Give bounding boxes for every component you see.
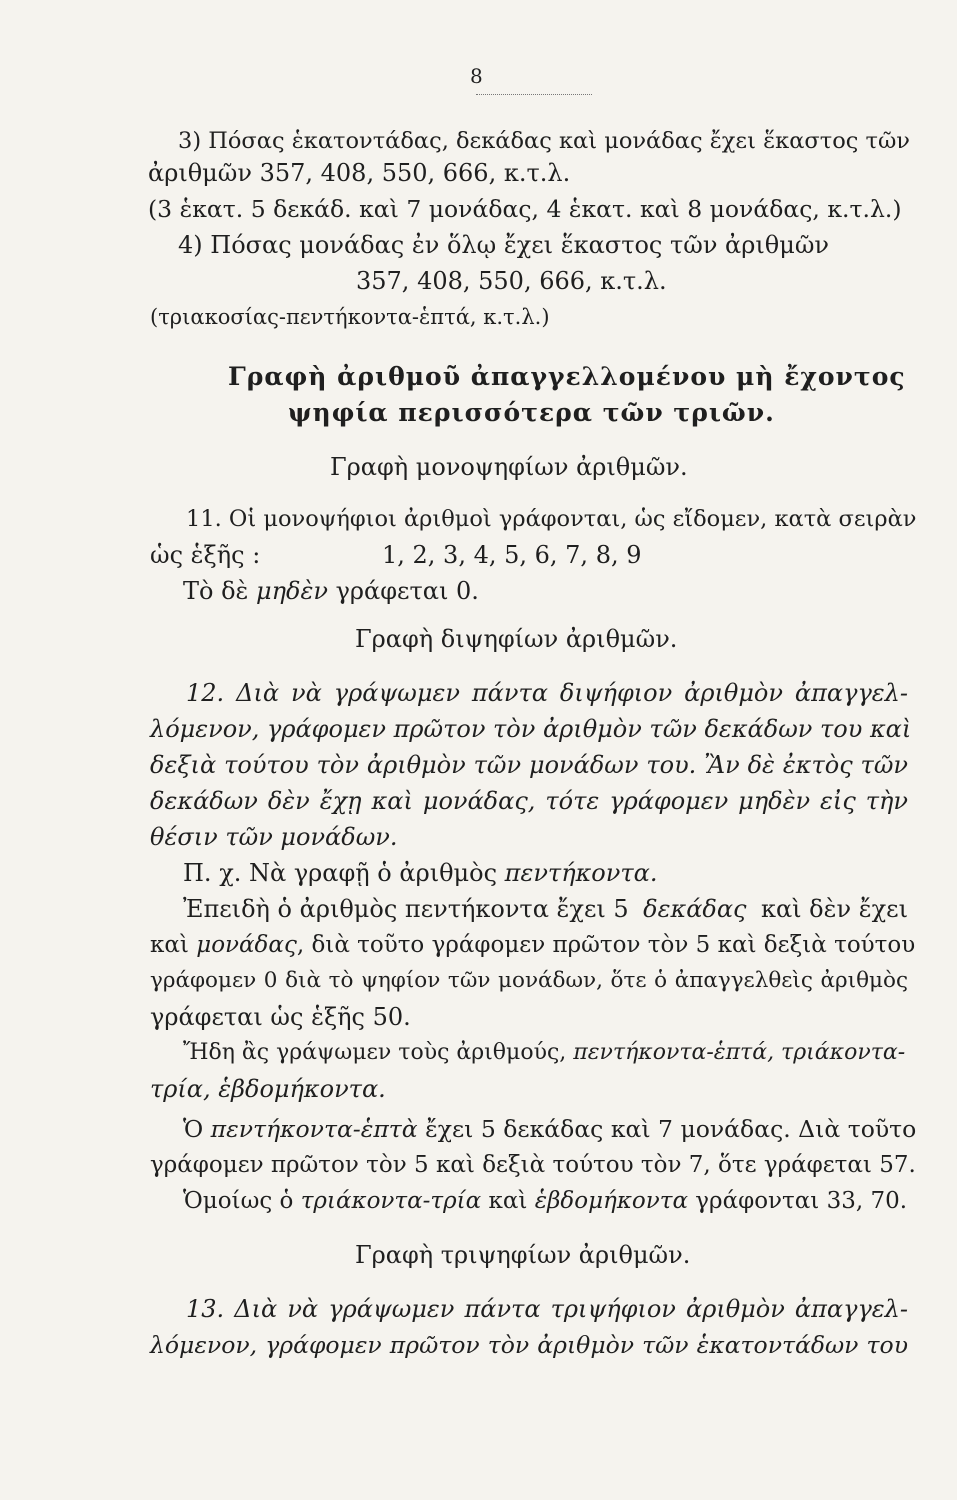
paragraph-13-line-2: λόμενον, γράφομεν πρῶτον τὸν ἀριθμὸν τῶν ἑκατοντάδων του bbox=[150, 1331, 908, 1359]
exercise-3-line-2: ἀριθμῶν 357, 408, 550, 666, κ.τ.λ. bbox=[148, 159, 571, 187]
explanation-1a: Ἐπειδὴ ὁ ἀριθμὸς πεντήκοντα ἔχει 5 bbox=[183, 895, 629, 923]
fifty-seven-line-2: γράφομεν πρῶτον τὸν 5 καὶ δεξιὰ τούτου τὸν 7, ὅτε γράφεται 57. bbox=[150, 1152, 916, 1178]
fifty-seven-word: πεντήκοντα-ἑπτὰ bbox=[210, 1115, 418, 1143]
paragraph-11-line-1: 11. Οἱ μονοψήφιοι ἀριθμοὶ γράφονται, ὡς εἴδομεν, κατὰ σειρὰν bbox=[186, 506, 917, 532]
zero-sentence-end: γράφεται 0. bbox=[327, 577, 479, 605]
zero-word: μηδὲν bbox=[256, 577, 328, 605]
thirty-three-word: τριάκοντα-τρία bbox=[300, 1188, 482, 1214]
paragraph-12-line-1: 12. Διὰ νὰ γράψωμεν πάντα διψήφιον ἀριθμὸν ἀπαγγελ- bbox=[186, 679, 908, 707]
paragraph-11-line-2-label: ὡς ἑξῆς : bbox=[150, 541, 261, 569]
similarly-suffix: γράφονται 33, 70. bbox=[688, 1188, 908, 1214]
similarly-prefix: Ὁμοίως ὁ bbox=[183, 1188, 301, 1214]
further-examples-prefix: Ἤδη ἂς γράψωμεν τοὺς ἀριθμούς, bbox=[183, 1040, 574, 1065]
further-examples-line-1 bbox=[183, 1038, 908, 1068]
explanation-2b: , διὰ τοῦτο γράφομεν πρῶτον τὸν 5 καὶ δεξιὰ τούτου bbox=[296, 932, 916, 958]
example-prefix: Π. χ. Νὰ γραφῇ ὁ ἀριθμὸς bbox=[183, 859, 505, 887]
fifty-seven-line-1 bbox=[183, 1114, 916, 1144]
explanation-line-1 bbox=[183, 894, 908, 924]
exercise-4-line-1: 4) Πόσας μονάδας ἐν ὅλῳ ἔχει ἕκαστος τῶν ἀριθμῶν bbox=[178, 231, 829, 259]
explanation-line-3: γράφομεν 0 διὰ τὸ ψηφίον τῶν μονάδων, ὅτε ὁ ἀπαγγελθεὶς ἀριθμὸς bbox=[150, 968, 908, 993]
paragraph-12-line-2: λόμενον, γράφομεν πρῶτον τὸν ἀριθμὸν τῶν δεκάδων του καὶ bbox=[150, 715, 912, 743]
single-digit-numbers: 1, 2, 3, 4, 5, 6, 7, 8, 9 bbox=[382, 541, 642, 569]
explanation-1b: καὶ δὲν ἔχει bbox=[760, 895, 908, 923]
paragraph-12-line-3: δεξιὰ τούτου τὸν ἀριθμὸν τῶν μονάδων του. Ἂν δὲ ἐκτὸς τῶν bbox=[150, 751, 908, 779]
subheading-three-digit: Γραφὴ τριψηφίων ἀριθμῶν. bbox=[355, 1241, 691, 1269]
section-heading-line-1: Γραφὴ ἀριθμοῦ ἀπαγγελλομένου μὴ ἔχοντος bbox=[228, 362, 906, 391]
fifty-seven-suffix: ἔχει 5 δεκάδας καὶ 7 μονάδας. Διὰ τοῦτο bbox=[417, 1115, 917, 1143]
further-examples-line-2: τρία, ἑβδομήκοντα. bbox=[150, 1075, 386, 1103]
zero-sentence-start: Τὸ δὲ bbox=[183, 577, 257, 605]
explanation-1-tens: δεκάδας bbox=[643, 895, 747, 923]
paragraph-13-line-1: 13. Διὰ νὰ γράψωμεν πάντα τριψήφιον ἀριθμὸν ἀπαγγελ- bbox=[186, 1295, 908, 1323]
explanation-line-2 bbox=[150, 930, 916, 960]
exercise-4-line-2: 357, 408, 550, 666, κ.τ.λ. bbox=[356, 267, 667, 295]
page-number-rule bbox=[476, 94, 592, 95]
similarly-line bbox=[183, 1186, 907, 1216]
explanation-line-4: γράφεται ὡς ἑξῆς 50. bbox=[150, 1003, 411, 1031]
fifty-seven-prefix: Ὁ bbox=[183, 1115, 211, 1143]
paragraph-12-line-4: δεκάδων δὲν ἔχῃ καὶ μονάδας, τότε γράφομεν μηδὲν εἰς τὴν bbox=[150, 787, 908, 815]
further-examples-words: πεντήκοντα-ἑπτά, τριάκοντα- bbox=[573, 1040, 906, 1065]
example-number-word: πεντήκοντα. bbox=[504, 859, 658, 887]
explanation-2a: καὶ bbox=[150, 932, 197, 958]
exercise-4-answer: (τριακοσίας-πεντήκοντα-ἑπτά, κ.τ.λ.) bbox=[150, 305, 550, 329]
exercise-3-line-1: 3) Πόσας ἑκατοντάδας, δεκάδας καὶ μονάδας ἔχει ἕκαστος τῶν bbox=[178, 128, 910, 154]
paragraph-12-line-5: θέσιν τῶν μονάδων. bbox=[150, 823, 398, 851]
section-heading-line-2: ψηφία περισσότερα τῶν τριῶν. bbox=[288, 398, 775, 427]
paragraph-11-line-3 bbox=[183, 576, 479, 606]
subheading-two-digit: Γραφὴ διψηφίων ἀριθμῶν. bbox=[355, 625, 678, 653]
subheading-single-digit: Γραφὴ μονοψηφίων ἀριθμῶν. bbox=[330, 453, 688, 481]
seventy-word: ἑβδομήκοντα bbox=[534, 1188, 688, 1214]
page-number: 8 bbox=[470, 64, 483, 88]
exercise-3-answer: (3 ἑκατ. 5 δεκάδ. καὶ 7 μονάδας, 4 ἑκατ. καὶ 8 μονάδας, κ.τ.λ.) bbox=[148, 195, 902, 223]
example-line bbox=[183, 858, 657, 888]
similarly-and: καὶ bbox=[481, 1188, 535, 1214]
explanation-2-units: μονάδας bbox=[196, 932, 297, 958]
